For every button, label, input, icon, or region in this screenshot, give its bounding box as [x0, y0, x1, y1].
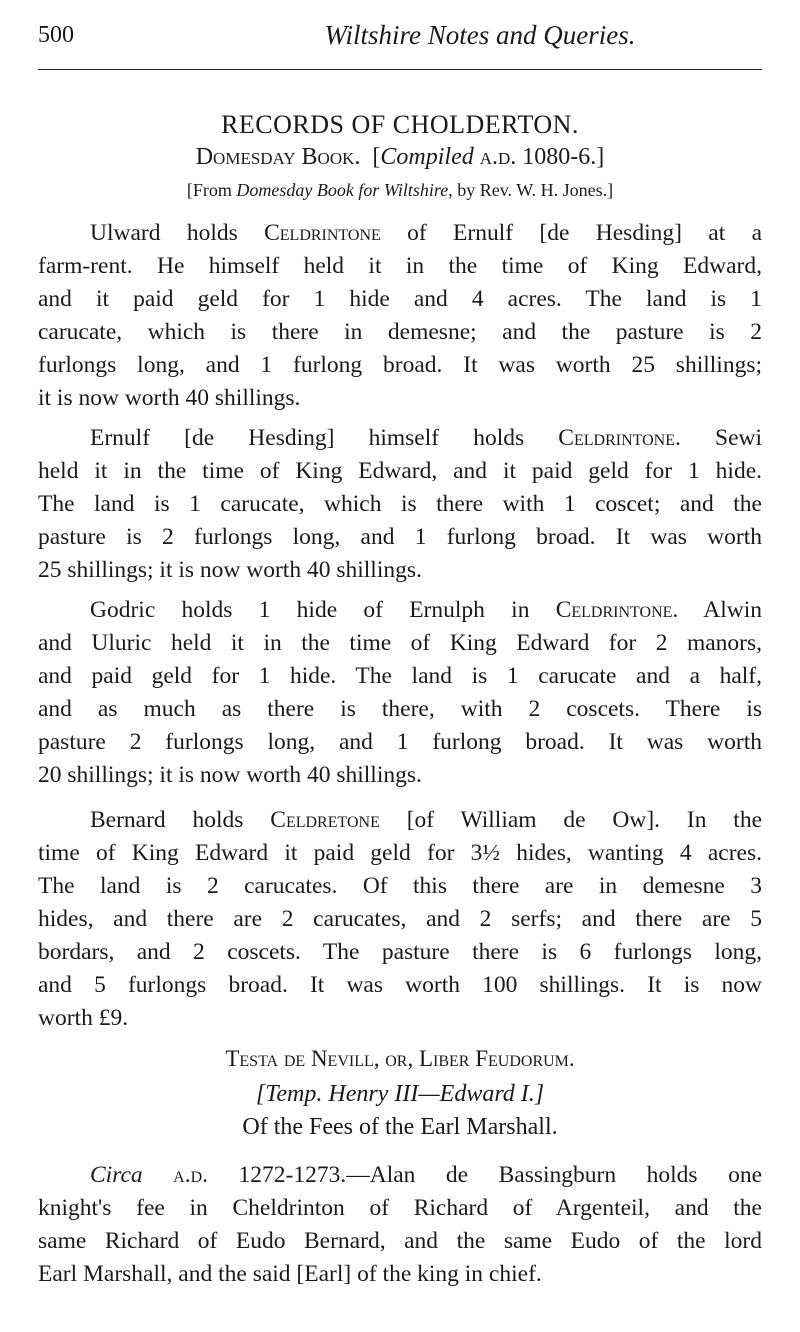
text-segment: pasture is 2 furlongs long, and 1 furlong broad. It was worth — [38, 524, 762, 550]
small-caps-text: Celdrintone — [264, 220, 381, 246]
text-segment: Ulward holds — [90, 220, 265, 246]
source-note — [38, 180, 762, 201]
text-line — [38, 726, 762, 759]
text-line — [38, 1192, 762, 1225]
text-segment: The land is 1 carucate, which is there with 1 coscet; and the — [38, 491, 762, 517]
section2-title: Testa de Nevill, or, Liber Feudorum. — [225, 1046, 575, 1071]
subtitle-book: Domesday Book. — [195, 144, 361, 170]
section-title: RECORDS OF CHOLDERTON. — [221, 110, 579, 139]
text-segment: and Uluric held it in the time of King Edward for 2 manors, — [38, 630, 762, 656]
text-line — [38, 488, 762, 521]
text-segment: 20 shillings; it is now worth 40 shillings. — [38, 762, 422, 788]
text-line — [38, 936, 762, 969]
text-line — [38, 316, 762, 349]
source-post: , by Rev. W. H. Jones.] — [448, 180, 614, 200]
text-segment: hides, and there are 2 carucates, and 2 serfs; and there are 5 — [38, 906, 762, 932]
text-segment: [of William de Ow]. In the — [406, 807, 762, 833]
text-segment: and as much as there is there, with 2 coscets. There is — [38, 696, 762, 722]
running-title: Wiltshire Notes and Queries. — [324, 20, 636, 50]
paragraph — [38, 804, 762, 1035]
subtitle-ad: a.d. — [479, 144, 517, 170]
paragraph — [38, 1159, 762, 1291]
text-segment: it is now worth 40 shillings. — [38, 385, 301, 411]
text-line — [38, 627, 762, 660]
subtitle-date: 1080-6.] — [522, 144, 605, 170]
text-segment: Godric holds 1 hide of Ernulph in — [90, 597, 556, 623]
text-segment: and it paid geld for 1 hide and 4 acres. The land is 1 — [38, 286, 762, 312]
bracket: [ — [372, 144, 381, 170]
text-segment: Bernard holds — [90, 807, 271, 833]
text-line — [38, 759, 762, 792]
small-caps-text: Celdretone — [270, 807, 380, 833]
text-segment: 25 shillings; it is now worth 40 shillings. — [38, 557, 422, 583]
source-pre: [From — [186, 180, 237, 200]
section2-date-range: [Temp. Henry III—Edward I.] — [255, 1081, 545, 1107]
text-segment: same Richard of Eudo Bernard, and the same Eudo of the lord — [38, 1228, 762, 1254]
text-line — [38, 969, 762, 1002]
text-segment: knight's fee in Cheldrinton of Richard of Argenteil, and the — [38, 1195, 762, 1221]
text-segment: 1272-1273.—Alan de Bassingburn holds one — [238, 1162, 762, 1188]
text-line — [38, 422, 762, 455]
text-segment: worth £9. — [38, 1005, 129, 1031]
text-line — [38, 250, 762, 283]
text-line — [38, 1002, 762, 1035]
text-segment: of Ernulf [de Hesding] at a — [407, 220, 762, 246]
text-segment: and paid geld for 1 hide. The land is 1 carucate and a half, — [38, 663, 762, 689]
text-line — [38, 382, 762, 415]
text-line — [38, 283, 762, 316]
section2-subtitle: Of the Fees of the Earl Marshall. — [242, 1114, 558, 1140]
text-line — [38, 1159, 762, 1192]
text-segment: Ernulf [de Hesding] himself holds — [90, 425, 559, 451]
text-segment: time of King Edward it paid geld for 3½ hides, wanting 4 acres. — [38, 840, 762, 866]
source-title: Domesday Book for Wiltshire — [236, 180, 449, 200]
text-line — [38, 594, 762, 627]
text-segment: farm-rent. He himself held it in the time of King Edward, — [38, 253, 762, 279]
text-segment: held it in the time of King Edward, and it paid geld for 1 hide. — [38, 458, 762, 484]
text-line — [38, 1225, 762, 1258]
text-segment: Sewi — [715, 425, 763, 451]
header-rule — [38, 69, 762, 70]
text-segment: The land is 2 carucates. Of this there are in demesne 3 — [38, 873, 762, 899]
small-caps-text: Celdrintone. — [555, 597, 679, 623]
text-line — [38, 660, 762, 693]
text-line — [38, 804, 762, 837]
text-segment: Alwin — [703, 597, 762, 623]
page-number: 500 — [38, 22, 74, 48]
text-line — [38, 217, 762, 250]
text-line — [38, 870, 762, 903]
paragraph — [38, 594, 762, 792]
paragraph — [38, 217, 762, 415]
text-line — [38, 1258, 762, 1291]
text-line — [38, 693, 762, 726]
text-line — [38, 349, 762, 382]
small-caps-text: a.d. — [142, 1162, 239, 1188]
subtitle-compiled: Compiled — [380, 144, 474, 170]
text-segment: and 5 furlongs broad. It was worth 100 shillings. It is now — [38, 972, 762, 998]
text-line — [38, 521, 762, 554]
section-subtitle — [38, 144, 762, 171]
text-segment: pasture 2 furlongs long, and 1 furlong broad. It was worth — [38, 729, 762, 755]
text-segment: bordars, and 2 coscets. The pasture there is 6 furlongs long, — [38, 939, 762, 965]
paragraph — [38, 422, 762, 587]
text-line — [38, 837, 762, 870]
text-line — [38, 554, 762, 587]
text-line — [38, 455, 762, 488]
small-caps-text: Celdrintone. — [558, 425, 681, 451]
text-segment: Earl Marshall, and the said [Earl] of the king in chief. — [38, 1261, 542, 1287]
text-line — [38, 903, 762, 936]
text-segment: furlongs long, and 1 furlong broad. It was worth 25 shillings; — [38, 352, 762, 378]
italic-text: Circa — [90, 1162, 143, 1188]
text-segment: carucate, which is there in demesne; and the pasture is 2 — [38, 319, 762, 345]
